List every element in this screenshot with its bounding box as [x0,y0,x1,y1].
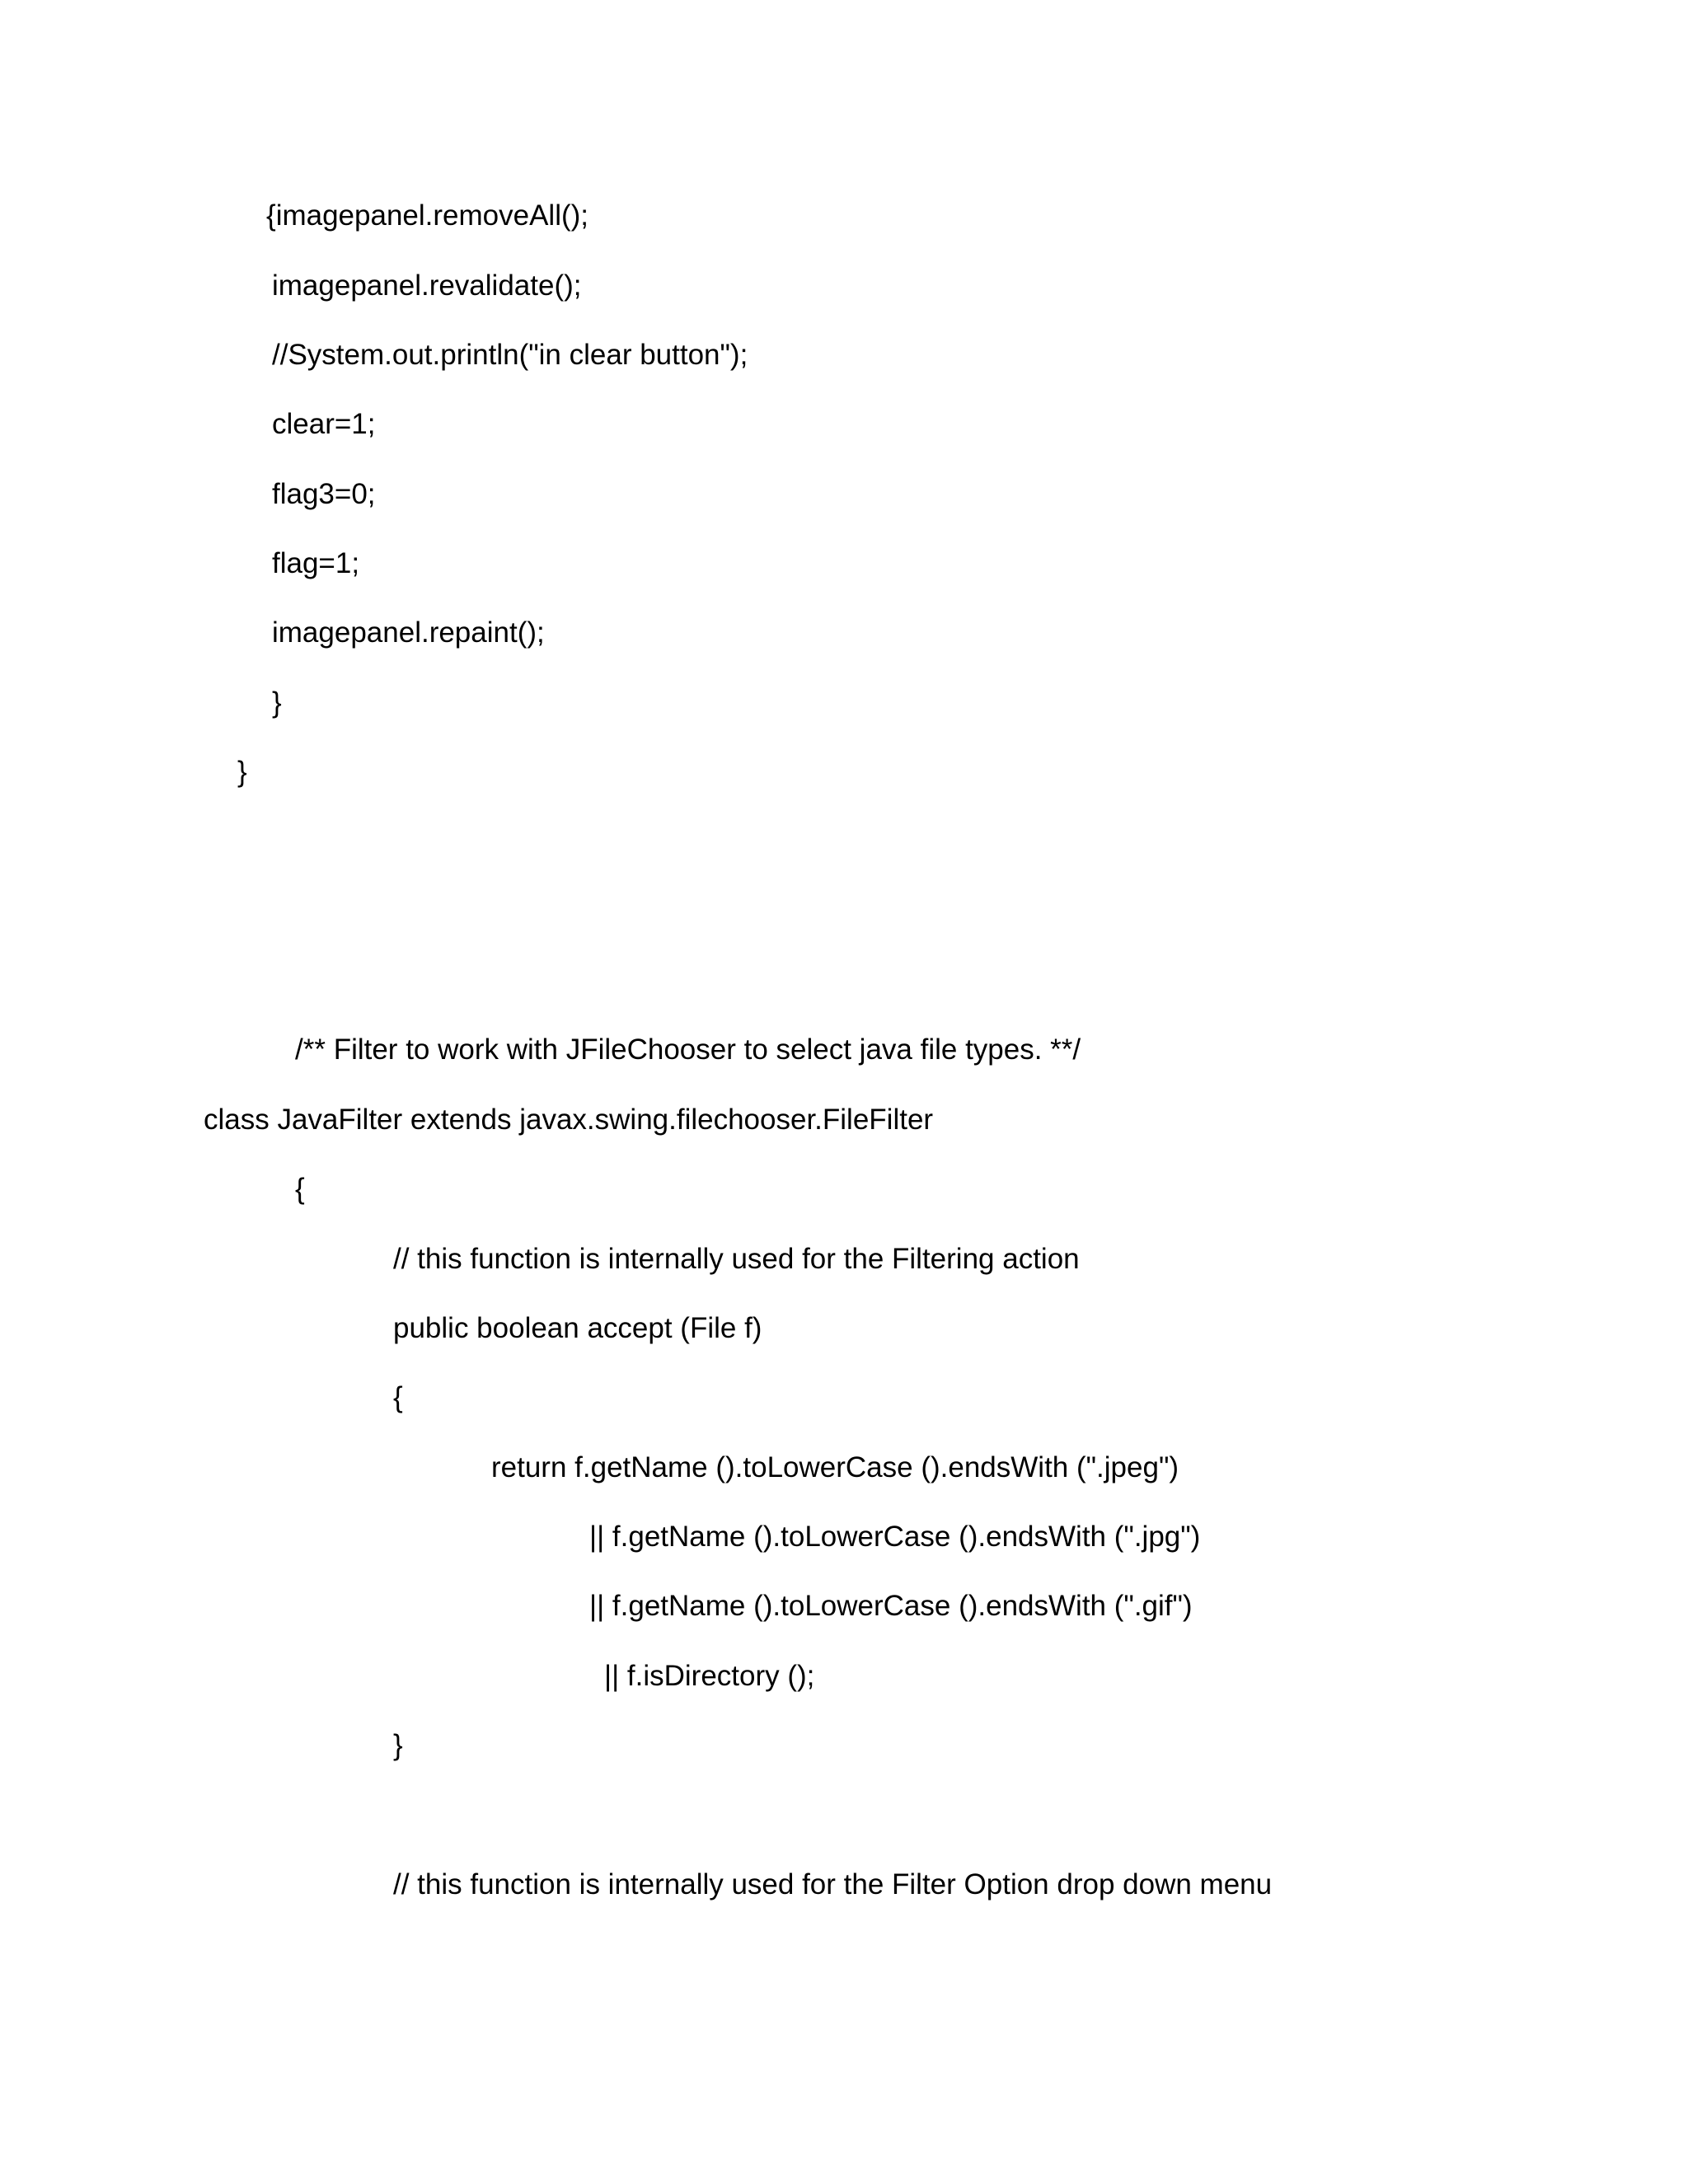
code-comment-line: // this function is internally used for the Filtering action [393,1243,1080,1275]
code-line: return f.getName ().toLowerCase ().endsWith (".jpeg") [491,1451,1179,1483]
code-line: { [393,1381,403,1413]
code-line: {imagepanel.removeAll(); [266,199,589,232]
code-line: } [237,756,247,788]
code-line: imagepanel.repaint(); [272,616,545,649]
code-line: clear=1; [272,408,376,440]
code-line: class JavaFilter extends javax.swing.filechooser.FileFilter [204,1104,934,1136]
code-line: imagepanel.revalidate(); [272,269,582,302]
code-line: //System.out.println("in clear button"); [272,339,748,371]
code-line: } [393,1729,403,1761]
code-line: { [295,1173,305,1205]
code-line: flag3=0; [272,478,376,510]
code-line: || f.getName ().toLowerCase ().endsWith (".gif") [589,1590,1193,1622]
code-line: } [272,687,282,719]
code-comment-line: // this function is internally used for the Filter Option drop down menu [393,1868,1273,1900]
code-line: flag=1; [272,547,360,579]
code-line: || f.getName ().toLowerCase ().endsWith (".jpg") [589,1521,1201,1553]
code-comment-line: /** Filter to work with JFileChooser to select java file types. **/ [295,1033,1081,1066]
code-line: || f.isDirectory (); [604,1660,815,1692]
code-line: public boolean accept (File f) [393,1312,762,1344]
